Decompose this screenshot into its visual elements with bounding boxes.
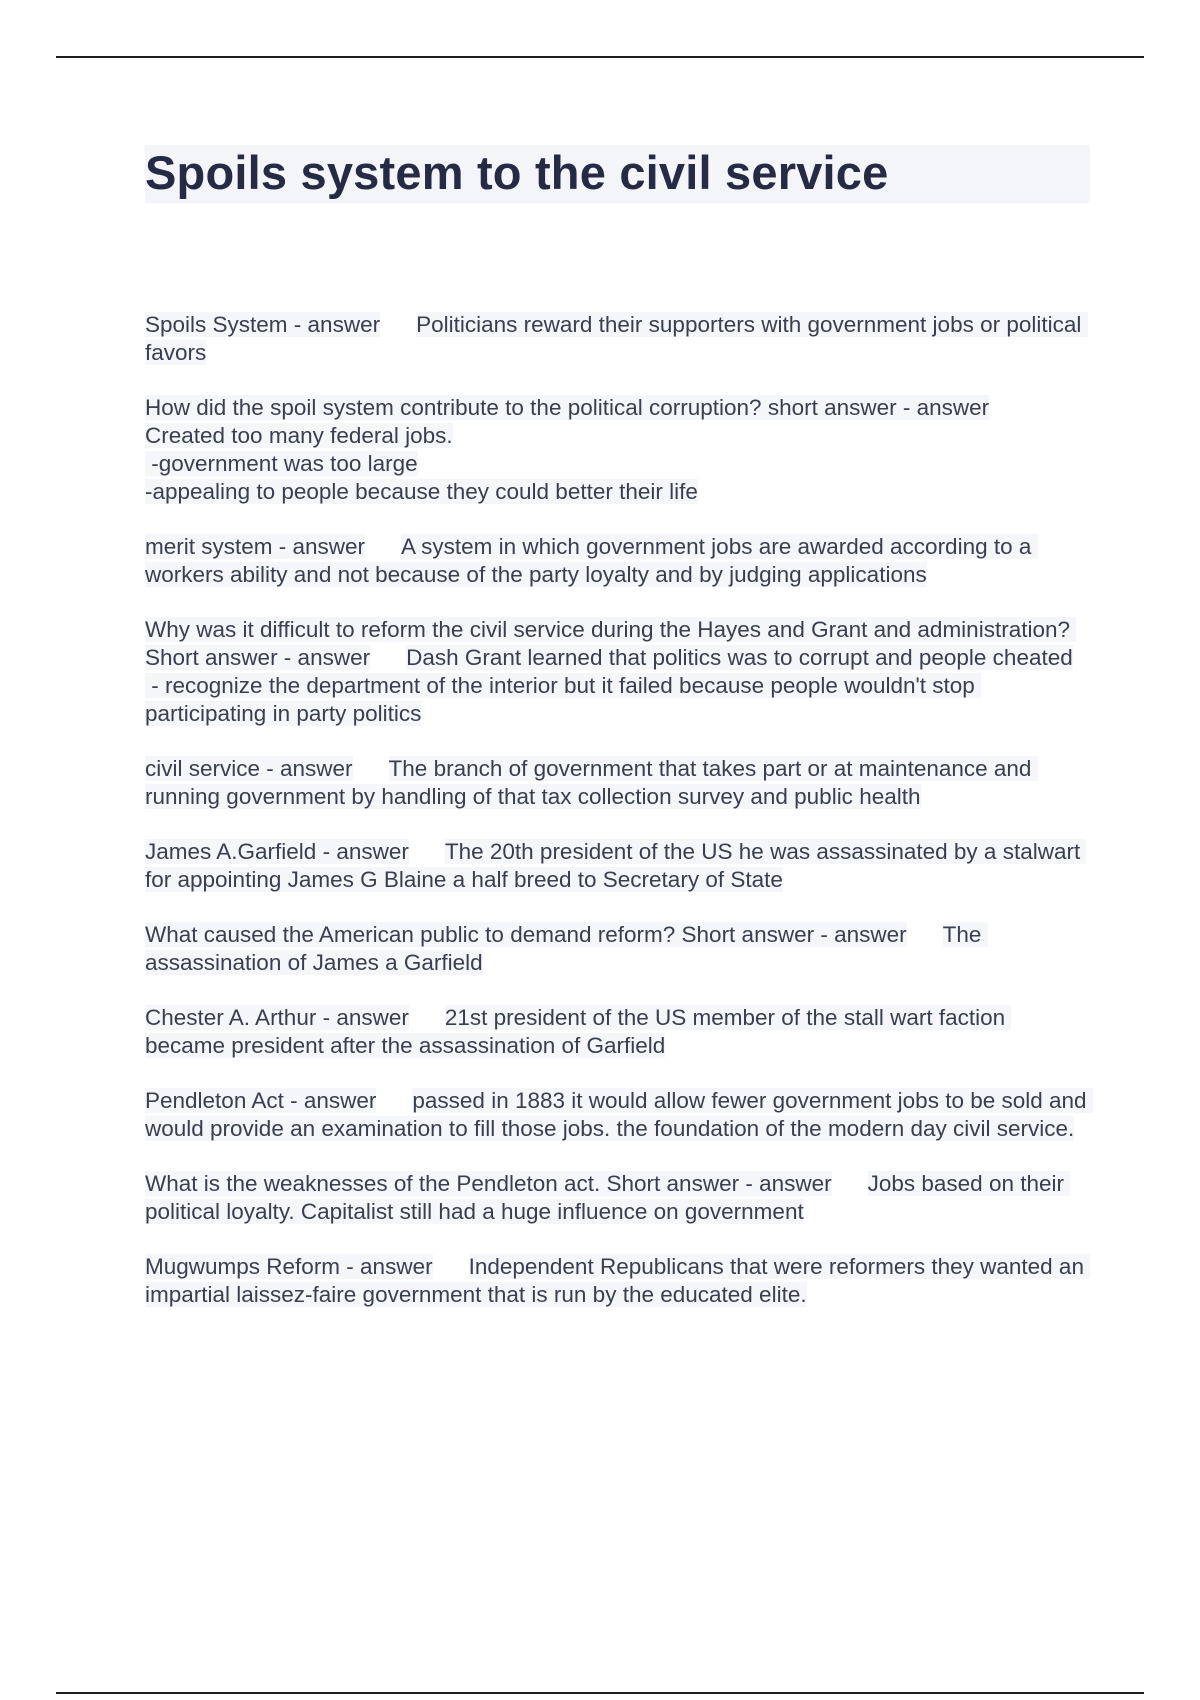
qa-question: merit system - answer [145,534,366,559]
qa-answer: A system in which government jobs are awarded according to a workers ability and not because of the party loyalty and by judging applications [145,534,1038,587]
qa-item [145,1004,1090,1060]
qa-question: Why was it difficult to reform the civil service during the Hayes and Grant and administration? Short answer - answer [145,617,1077,670]
qa-answer: Created too many federal jobs. -government was too large -appealing to people because they could better their life [145,423,698,504]
qa-answer: The assassination of James a Garfield [145,922,988,975]
qa-item [145,921,1090,977]
qa-item [145,533,1090,589]
qa-answer: Independent Republicans that were reformers they wanted an impartial laissez-faire government that is run by the educated elite. [145,1254,1091,1307]
qa-answer: Jobs based on their political loyalty. Capitalist still had a huge influence on government [145,1171,1071,1224]
qa-question: James A.Garfield - answer [145,839,409,864]
qa-question: Spoils System - answer [145,312,381,337]
qa-item [145,311,1090,367]
qa-answer: passed in 1883 it would allow fewer government jobs to be sold and would provide an examination to fill those jobs. the foundation of the modern day civil service. [145,1088,1093,1141]
bottom-rule [56,1692,1144,1694]
qa-answer: Dash Grant learned that politics was to corrupt and people cheated - recognize the department of the interior but it failed because people wouldn't stop participating in party politics [145,645,1073,726]
qa-answer: Politicians reward their supporters with government jobs or political favors [145,312,1088,365]
page-title: Spoils system to the civil service [145,146,889,199]
title-block [145,145,1090,203]
qa-question: What is the weaknesses of the Pendleton act. Short answer - answer [145,1171,832,1196]
document-body [145,145,1093,1336]
qa-question: How did the spoil system contribute to the political corruption? short answer - answer [145,395,990,420]
qa-question: Mugwumps Reform - answer [145,1254,433,1279]
qa-list [145,311,1093,1309]
qa-answer: The branch of government that takes part or at maintenance and running government by handling of that tax collection survey and public health [145,756,1038,809]
qa-item [145,394,1090,506]
qa-item [145,1087,1093,1143]
qa-question: What caused the American public to demand reform? Short answer - answer [145,922,907,947]
qa-answer: 21st president of the US member of the stall wart faction became president after the assassination of Garfield [145,1005,1012,1058]
top-rule [56,56,1144,58]
qa-question: civil service - answer [145,756,353,781]
qa-question: Pendleton Act - answer [145,1088,377,1113]
qa-item [145,755,1090,811]
qa-item [145,616,1090,728]
qa-answer: The 20th president of the US he was assassinated by a stalwart for appointing James G Blaine a half breed to Secretary of State [145,839,1087,892]
qa-item [145,838,1090,894]
qa-item [145,1253,1090,1309]
qa-question: Chester A. Arthur - answer [145,1005,409,1030]
qa-item [145,1170,1090,1226]
